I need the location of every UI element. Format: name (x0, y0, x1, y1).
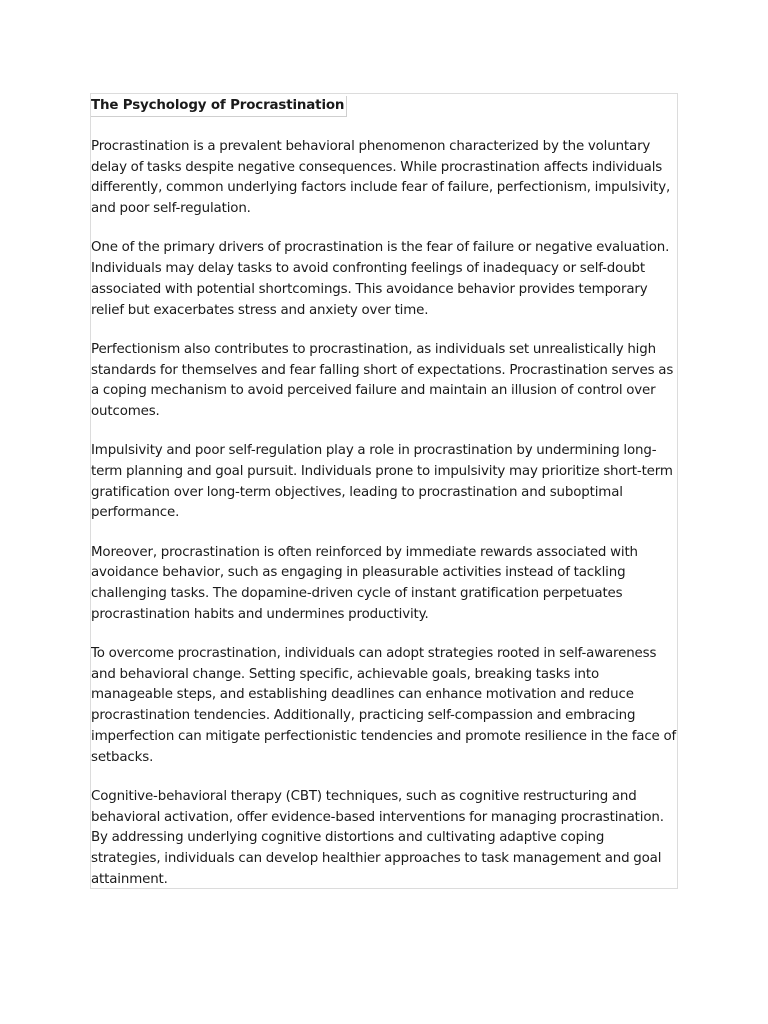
paragraph-intro: Procrastination is a prevalent behavioral phenomenon characterized by the voluntary delay of tasks despite negative consequences. While procrastination affects individuals differently, common underlying factors include fear of failure, perfectionism, impulsivity, and poor self-regulation. (91, 139, 671, 217)
document-title: The Psychology of Procrastination (91, 96, 347, 117)
paragraph-perfectionism: Perfectionism also contributes to procrastination, as individuals set unrealistically high standards for themselves and fear falling short of expectations. Procrastination serves as a coping mechanism to avoid perceived failure and maintain an illusion of control over outcomes. (91, 341, 674, 419)
paragraph-impulsivity: Impulsivity and poor self-regulation play a role in procrastination by undermining long-term planning and goal pursuit. Individuals prone to impulsivity may prioritize short-term gratification over long-term objectives, leading to procrastination and suboptimal performance. (91, 443, 673, 521)
document-text-frame (90, 93, 678, 889)
paragraph-fear-of-failure: One of the primary drivers of procrastination is the fear of failure or negative evaluation. Individuals may delay tasks to avoid confronting feelings of inadequacy or self-doubt associated with potential shortcomings. This avoidance behavior provides temporary relief but exacerbates stress and anxiety over time. (91, 240, 670, 318)
paragraph-overcoming: To overcome procrastination, individuals can adopt strategies rooted in self-awareness and behavioral change. Setting specific, achievable goals, breaking tasks into manageable steps, and establishing deadlines can enhance motivation and reduce procrastination tendencies. Additionally, practicing self-compassion and embracing imperfection can mitigate perfectionistic tendencies and promote resilience in the face of setbacks. (91, 646, 677, 765)
paragraph-immediate-rewards: Moreover, procrastination is often reinforced by immediate rewards associated with avoidance behavior, such as engaging in pleasurable activities instead of tackling challenging tasks. The dopamine-driven cycle of instant gratification perpetuates procrastination habits and undermines productivity. (91, 544, 638, 622)
paragraph-cbt: Cognitive-behavioral therapy (CBT) techniques, such as cognitive restructuring and behavioral activation, offer evidence-based interventions for managing procrastination. By addressing underlying cognitive distortions and cultivating adaptive coping strategies, individuals can develop healthier approaches to task management and goal attainment. (91, 788, 664, 887)
